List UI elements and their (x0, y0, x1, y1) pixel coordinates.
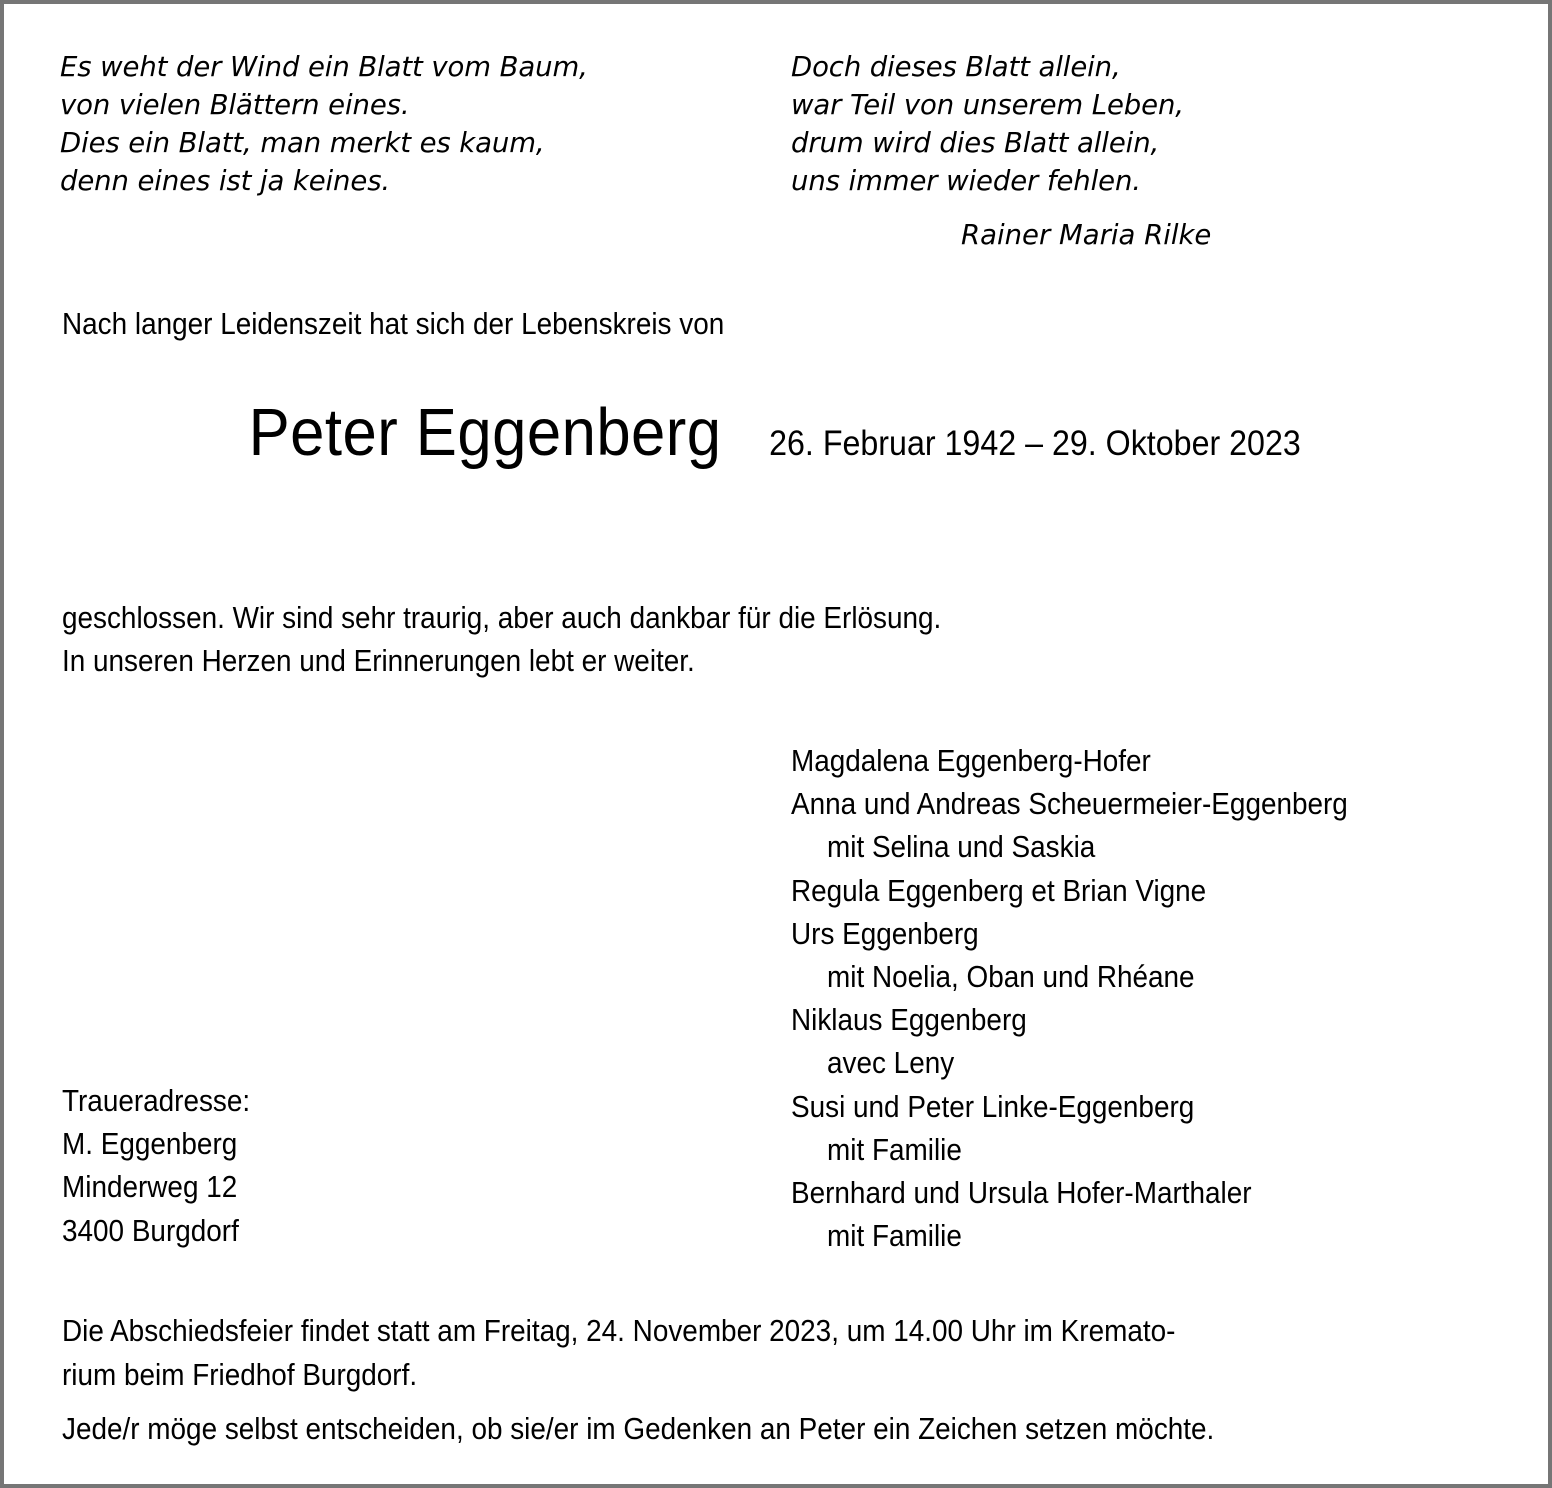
intro-text: Nach langer Leidenszeit hat sich der Lebenskreis von (62, 306, 725, 341)
poem-column-left (60, 48, 588, 200)
family-name-item: Susi und Peter Linke-Eggenberg (791, 1088, 1195, 1124)
poem-attribution: Rainer Maria Rilke (961, 219, 1212, 251)
poem-column-right (791, 48, 1184, 200)
mourning-address-street: Minderweg 12 (62, 1169, 238, 1205)
mourning-address-label: Traueradresse: (62, 1083, 251, 1118)
poem-line: Dies ein Blatt, man merkt es kaum, (60, 127, 545, 159)
after-name-line: In unseren Herzen und Erinnerungen lebt er weiter. (62, 643, 695, 678)
family-name-item: mit Selina und Saskia (827, 829, 1096, 865)
after-name-text (62, 596, 941, 682)
family-name-item: Regula Eggenberg et Brian Vigne (791, 872, 1207, 908)
family-name-item: Anna und Andreas Scheuermeier-Eggenberg (791, 786, 1348, 822)
closing-spacer (62, 1397, 1367, 1407)
ceremony-line: rium beim Friedhof Burgdorf. (62, 1357, 418, 1392)
poem-line: drum wird dies Blatt allein, (791, 127, 1160, 159)
poem-line: denn eines ist ja keines. (60, 165, 391, 197)
poem-area (4, 48, 1548, 268)
notice-inner (4, 4, 1548, 1484)
after-name-line: geschlossen. Wir sind sehr traurig, aber auch dankbar für die Erlösung. (62, 600, 942, 635)
family-name-item: avec Leny (827, 1045, 955, 1081)
poem-line: von vielen Blättern eines. (60, 89, 410, 121)
family-name-item: mit Familie (827, 1131, 962, 1167)
family-name-item: Urs Eggenberg (791, 915, 979, 951)
mourning-address-city: 3400 Burgdorf (62, 1212, 239, 1248)
family-name-item: Niklaus Eggenberg (791, 1002, 1027, 1038)
family-name-item: mit Familie (827, 1218, 962, 1254)
poem-line: war Teil von unserem Leben, (791, 89, 1184, 121)
poem-line: Doch dieses Blatt allein, (791, 51, 1121, 83)
family-name-item: Magdalena Eggenberg-Hofer (791, 743, 1151, 778)
ceremony-line: Die Abschiedsfeier findet statt am Freitag, 24. November 2023, um 14.00 Uhr im Kremato- (62, 1313, 1176, 1348)
mourning-address-name: M. Eggenberg (62, 1126, 238, 1162)
closing-block (62, 1309, 1367, 1451)
poem-line: uns immer wieder fehlen. (791, 165, 1141, 197)
deceased-dates: 26. Februar 1942 – 29. Oktober 2023 (769, 424, 1302, 463)
mourning-address-block (62, 1079, 250, 1252)
deceased-name-block (4, 396, 1548, 470)
deceased-name: Peter Eggenberg (248, 395, 722, 470)
family-name-item: Bernhard und Ursula Hofer-Marthaler (791, 1175, 1252, 1211)
closing-note: Jede/r möge selbst entscheiden, ob sie/er im Gedenken an Peter ein Zeichen setzen möchte. (62, 1411, 1215, 1446)
family-names-list (791, 739, 1348, 1257)
family-name-item: mit Noelia, Oban und Rhéane (827, 959, 1195, 995)
poem-line: Es weht der Wind ein Blatt vom Baum, (60, 51, 588, 83)
